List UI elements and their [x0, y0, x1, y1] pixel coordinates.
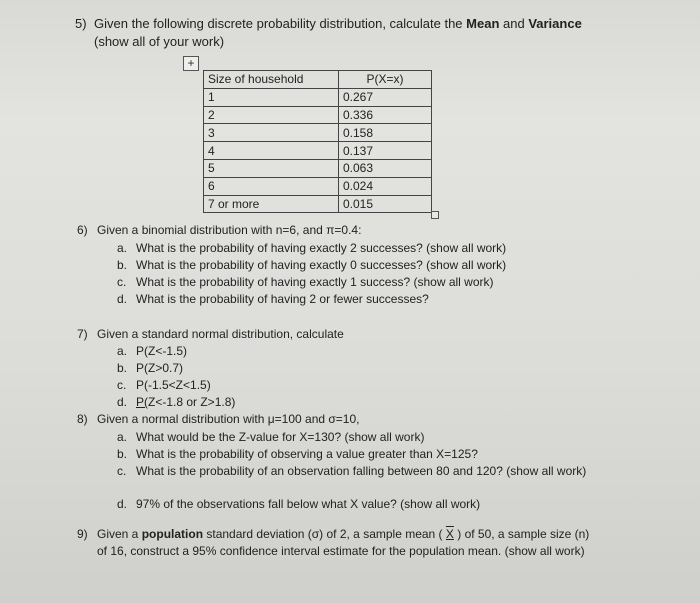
table-cell: 0.024	[339, 177, 432, 195]
table-move-icon[interactable]: +	[183, 56, 199, 71]
table-row	[204, 106, 432, 124]
table-cell: 2	[204, 106, 339, 124]
table-row	[204, 142, 432, 160]
table-header-row	[204, 71, 432, 89]
table-cell: 0.137	[339, 142, 432, 160]
table-cell: 0.267	[339, 88, 432, 106]
table-cell: 4	[204, 142, 339, 160]
table-cell: 7 or more	[204, 195, 339, 213]
table-resize-handle[interactable]	[431, 211, 439, 219]
table-cell: 0.063	[339, 159, 432, 177]
table-cell: 3	[204, 124, 339, 142]
question-text: Given the following discrete probability distribution, calculate the Mean and Variance (show all of your work)	[94, 16, 582, 49]
table-cell: 0.015	[339, 195, 432, 213]
question-text: Given a standard normal distribution, calculate	[97, 327, 344, 341]
table-cell: 6	[204, 177, 339, 195]
table-row	[204, 88, 432, 106]
table-row	[204, 124, 432, 142]
table-row	[204, 177, 432, 195]
table-cell: 0.158	[339, 124, 432, 142]
document-page: 5) Given the following discrete probability distribution, calculate the Mean and Variance (show all of your work) + Size of household P(X=x) 1 0.267 2 0.336 3 0.158 4 0.137 5 0.063 6 0.024 7 or more 0.015 6) Given a binomial distribution with n=6, and π=0.4: a. What is the probability of having exactly 2 successes? (show all work) b. What is the probability of having exactly 0 successes? (show all work) c. What is the probability of having exactly 1 success? (show all work) d. What is the probability of having 2 or fewer successes? 7) Given a standard normal distribution, calculate a. P(Z<-1.5) b. P(Z>0.7) c. P(-1.5<Z<1.5) d. P(Z<-1.8 or Z>1.8) 8) Given a normal distribution with μ=100 and σ=10, a. What would be the Z-value for X=130? (show all work) b. What is the probability of observing a value greater than X=125? c. What is the probability of an observation falling between 80 and 120? (show all work) d. 97% of the observations fall below what X value? (show all work) 9) Given a population standard deviation (σ) of 2, a sample mean ( X ) of 50, a sample size (n) of 16, construct a 95% confidence interval estimate for the population mean. (show all work)	[0, 0, 700, 603]
question-text: Given a population standard deviation (σ) of 2, a sample mean ( X ) of 50, a sample size (n) of 16, construct a 95% confidence interval estimate for the population mean. (show all work)	[97, 527, 590, 558]
question-text: Given a binomial distribution with n=6, and π=0.4:	[97, 223, 362, 237]
probability-table	[203, 70, 432, 213]
question-number: 7)	[77, 327, 88, 341]
table-cell: 1	[204, 88, 339, 106]
question-number: 5)	[75, 16, 87, 31]
table-cell: 5	[204, 159, 339, 177]
table-cell: 0.336	[339, 106, 432, 124]
header-cell: Size of household	[204, 71, 339, 89]
question-text: Given a normal distribution with μ=100 and σ=10,	[97, 412, 360, 426]
question-number: 8)	[77, 412, 88, 426]
question-number: 9)	[77, 527, 88, 541]
table-row	[204, 195, 432, 213]
header-cell: P(X=x)	[339, 71, 432, 89]
question-number: 6)	[77, 223, 88, 237]
table-row	[204, 159, 432, 177]
x-bar-symbol: X	[445, 527, 454, 541]
